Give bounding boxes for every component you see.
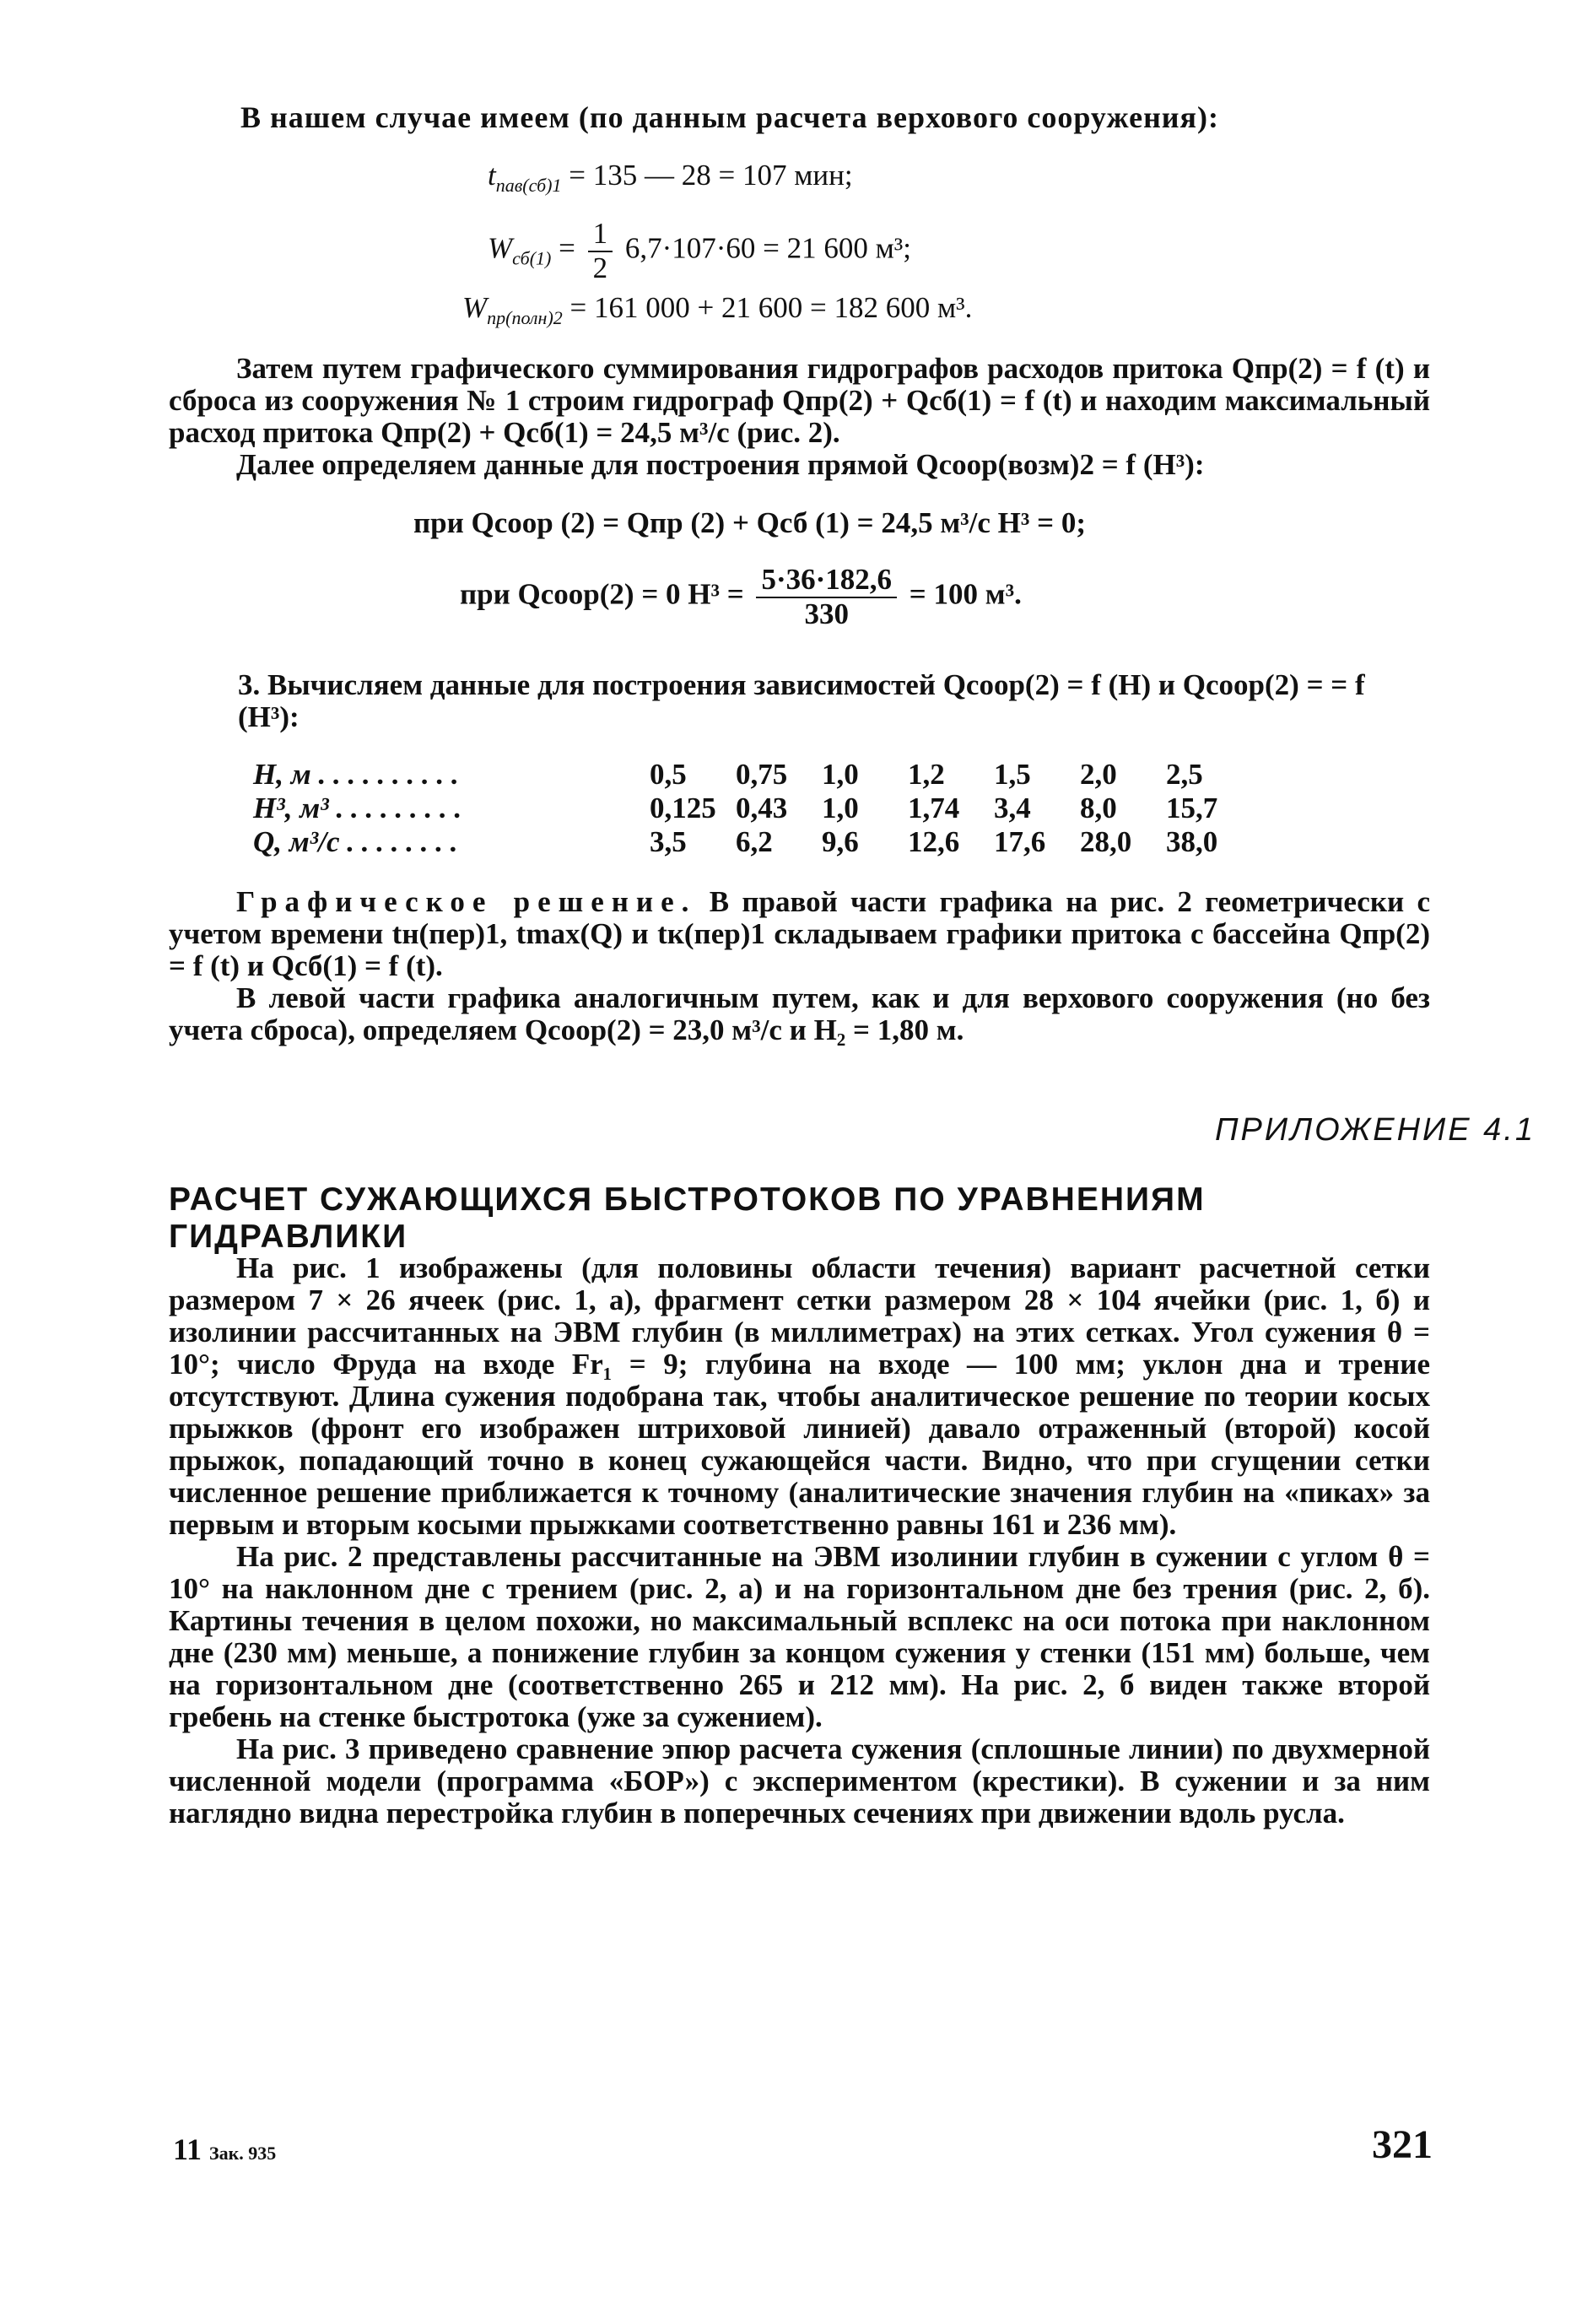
formula-2 <box>488 218 1587 284</box>
table-cell: 3,5 <box>650 825 687 858</box>
step-3-text: 3. Вычисляем данные для построения зависимостей Qсоор(2) = f (H) и Qсоор(2) = = f (H³): <box>238 668 1365 733</box>
formula-5 <box>460 564 1022 630</box>
row-label-h3: H³, м³ . . . . . . . . . <box>253 792 462 824</box>
table-cell: 0,125 <box>650 792 716 824</box>
formula-3-lhs: W <box>462 291 488 324</box>
table-cell: 9,6 <box>822 825 859 858</box>
table-cell: 12,6 <box>908 825 960 858</box>
formula-1-sub: пав(сб)1 <box>495 175 562 196</box>
formula-3-rhs: = 161 000 + 21 600 = 182 600 м³. <box>562 291 973 324</box>
table-cell: 1,0 <box>822 758 859 791</box>
table-cell: 1,74 <box>908 792 960 824</box>
formula-2-rhs: 6,7·107·60 = 21 600 м³; <box>618 231 912 265</box>
paragraph-3-line-2: На рис. 2 представлены рассчитанные на ЭВМ изолинии глубин в сужении с углом θ = 10° на наклонном дне с трением (рис. 2, а) и на горизонтальном дне без трения (рис. 2, б). Картины течения в целом похожи, но максимальный всплекс на оси потока при наклонном дне (230 мм) меньше, а понижение глубин за концом сужения у стенки (151 мм) больше, чем на горизонтальном дне (соответственно 265 и 212 мм). На рис. 2, б виден также второй гребень на стенке быстротока (уже за сужением). <box>169 1540 1430 1733</box>
formula-5-denominator: 330 <box>804 597 849 630</box>
formula-4: при Qсоор (2) = Qпр (2) + Qсб (1) = 24,5 м³/с H³ = 0; <box>413 506 1086 539</box>
table-cell: 1,2 <box>908 758 945 791</box>
formula-2-lhs: W <box>488 231 513 265</box>
table-cell: 0,75 <box>736 758 788 791</box>
formula-5-numerator: 5·36·182,6 <box>756 564 897 598</box>
paragraph-2-rest: В правой части графика на рис. 2 геометрически с учетом времени tн(пер)1, tmax(Q) и tк(пер)1 складываем графики притока с бассейна Qпр(2) = f (t) и Qсб(1) = f (t). <box>169 885 1430 982</box>
data-table <box>253 758 1252 859</box>
table-row <box>253 792 1252 825</box>
row-label-h: H, м . . . . . . . . . . <box>253 758 459 791</box>
table-cell: 6,2 <box>736 825 773 858</box>
table-cell: 28,0 <box>1080 825 1132 858</box>
paragraph-2 <box>169 886 1430 1046</box>
formula-1-rhs: = 135 — 28 = 107 мин; <box>561 159 853 192</box>
formula-2-eq: = <box>551 231 583 265</box>
formula-1-lhs: t <box>488 159 496 192</box>
row-label-q: Q, м³/с . . . . . . . . <box>253 825 458 858</box>
table-cell: 0,5 <box>650 758 687 791</box>
formula-5-fraction <box>756 564 897 630</box>
section-heading: РАСЧЕТ СУЖАЮЩИХСЯ БЫСТРОТОКОВ ПО УРАВНЕНИЯМ ГИДРАВЛИКИ <box>169 1181 1206 1255</box>
table-row <box>253 758 1252 792</box>
formula-5-lhs: при Qсоор(2) = 0 H³ = <box>460 577 752 611</box>
table-cell: 38,0 <box>1166 825 1218 858</box>
table-cell: 1,5 <box>994 758 1031 791</box>
footer-sheet-number: 11 <box>173 2132 202 2166</box>
formula-2-fraction <box>588 218 613 284</box>
paragraph-1 <box>169 353 1430 481</box>
intro-line: В нашем случае имеем (по данным расчета верхового сооружения): <box>240 100 1219 134</box>
appendix-label: ПРИЛОЖЕНИЕ 4.1 <box>1215 1112 1536 1148</box>
page-number: 321 <box>1372 2122 1433 2167</box>
graphical-solution-label: Графическое решение. <box>236 885 697 918</box>
formula-3-sub: пр(полн)2 <box>487 307 563 328</box>
paragraph-3-line-1: На рис. 1 изображены (для половины области течения) вариант расчетной сетки размером 7 × 26 ячеек (рис. 1, а), фрагмент сетки размером 28 × 104 ячейки (рис. 1, б) и изолинии рассчитанных на ЭВМ глубин (в миллиметрах) на этих сетках. Угол сужения θ = 10°; число Фруда на входе Fr₁ = 9; глубина на входе — 100 мм; уклон дна и трение отсутствуют. Длина сужения подобрана так, чтобы аналитическое решение по теории косых прыжков (фронт его изображен штриховой линией) давало отраженный (второй) косой прыжок, попадающий точно в конец сужающейся части. Видно, что при сгущении сетки численное решение приближается к точному (аналитические значения глубин на «пиках» за первым и вторым косыми прыжками соответственно равны 161 и 236 мм). <box>169 1251 1430 1541</box>
formula-2-numerator: 1 <box>588 218 613 252</box>
paragraph-3-line-3: На рис. 3 приведено сравнение эпюр расчета сужения (сплошные линии) по двухмерной численной модели (программа «БОР») с экспериментом (крестики). В сужении и за ним наглядно видна перестройка глубин в поперечных сечениях при движении вдоль русла. <box>169 1732 1430 1829</box>
table-cell: 15,7 <box>1166 792 1218 824</box>
formula-1 <box>488 159 1587 197</box>
paragraph-3 <box>169 1252 1430 1829</box>
footer-print-info <box>173 2132 276 2167</box>
table-row <box>253 825 1252 859</box>
table-cell: 3,4 <box>994 792 1031 824</box>
table-cell: 8,0 <box>1080 792 1117 824</box>
footer-order-number: Зак. 935 <box>209 2143 277 2164</box>
formula-5-rhs: = 100 м³. <box>902 577 1022 611</box>
paragraph-2-line-1 <box>169 886 1430 982</box>
table-cell: 2,5 <box>1166 758 1203 791</box>
formula-2-denominator: 2 <box>592 251 608 284</box>
table-cell: 17,6 <box>994 825 1046 858</box>
formula-2-sub: сб(1) <box>512 247 552 269</box>
paragraph-1-line-2: Далее определяем данные для построения прямой Qсоор(возм)2 = f (H³): <box>236 448 1205 481</box>
table-cell: 2,0 <box>1080 758 1117 791</box>
paragraph-2-line-2: В левой части графика аналогичным путем, как и для верхового сооружения (но без учета сброса), определяем Qсоор(2) = 23,0 м³/с и H₂ = 1,80 м. <box>169 981 1430 1046</box>
table-cell: 0,43 <box>736 792 788 824</box>
paragraph-1-line-1: Затем путем графического суммирования гидрографов расходов притока Qпр(2) = f (t) и сброса из сооружения № 1 строим гидрограф Qпр(2) + Qсб(1) = f (t) и находим максимальный расход притока Qпр(2) + Qсб(1) = 24,5 м³/с (рис. 2). <box>169 352 1430 449</box>
table-cell: 1,0 <box>822 792 859 824</box>
formula-3 <box>462 291 1587 329</box>
